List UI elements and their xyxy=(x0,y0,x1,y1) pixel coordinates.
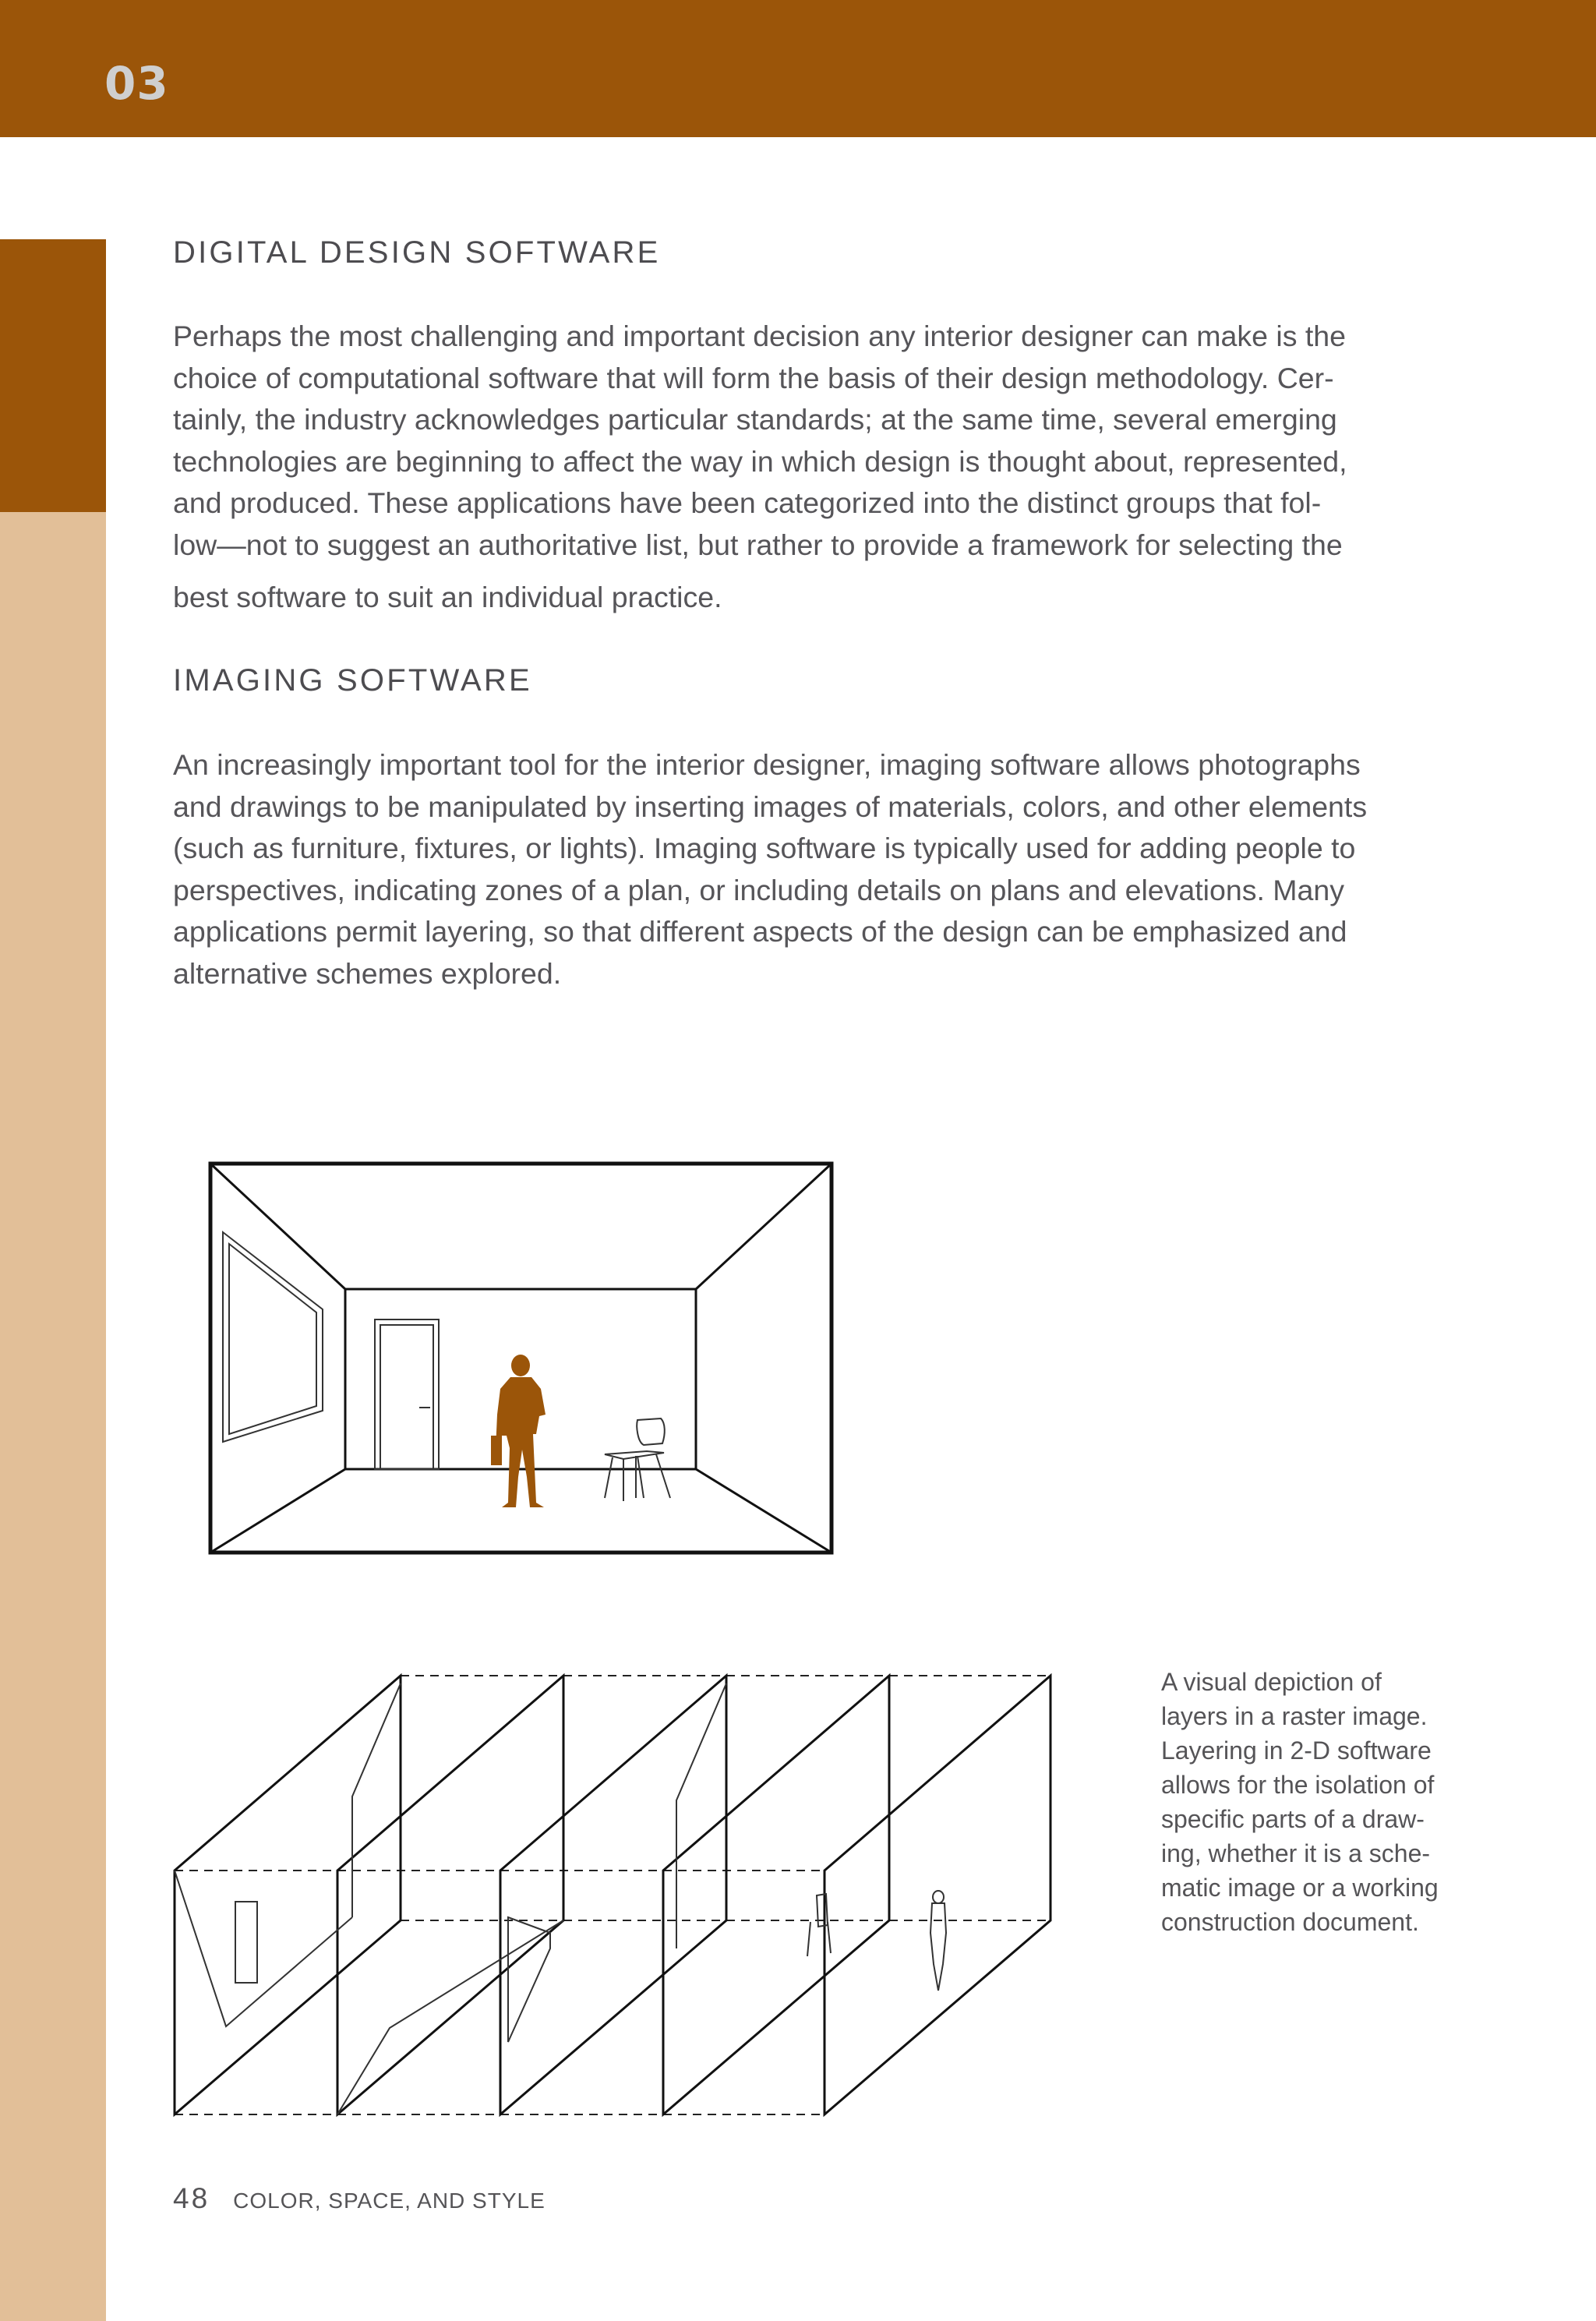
page-footer xyxy=(173,2184,546,2213)
chapter-number: 03 xyxy=(104,57,169,110)
text-line: An increasingly important tool for the interior designer, imaging software allows photographs xyxy=(173,748,1361,781)
caption-line: specific parts of a draw- xyxy=(1161,1805,1425,1833)
text-line: choice of computational software that will form the basis of their design methodology. Cer- xyxy=(173,361,1334,394)
person-outline-sketch xyxy=(930,1891,946,1991)
layer-panel xyxy=(175,1676,401,2114)
figure-caption xyxy=(1161,1665,1488,1939)
layer-panel xyxy=(500,1676,726,2114)
text-line: technologies are beginning to affect the way in which design is thought about, represented, xyxy=(173,444,1347,478)
layer-panel xyxy=(824,1676,1050,2114)
caption-line: Layering in 2-D software xyxy=(1161,1736,1432,1765)
caption-line: allows for the isolation of xyxy=(1161,1771,1435,1799)
text-line: low—not to suggest an authoritative list, but rather to provide a framework for selecting the xyxy=(173,528,1343,561)
caption-line: ing, whether it is a sche- xyxy=(1161,1839,1431,1867)
section-heading-imaging: IMAGING SOFTWARE xyxy=(173,663,532,698)
text-line: alternative schemes explored. xyxy=(173,956,562,990)
page-number: 48 xyxy=(173,2182,210,2214)
text-line: tainly, the industry acknowledges particular standards; at the same time, several emerging xyxy=(173,403,1337,436)
section-heading-digital-design: DIGITAL DESIGN SOFTWARE xyxy=(173,235,661,270)
text-line: best software to suit an individual practice. xyxy=(173,581,722,613)
door-sketch xyxy=(235,1902,257,1983)
caption-line: construction document. xyxy=(1161,1908,1419,1936)
text-line: perspectives, indicating zones of a plan, or including details on plans and elevations. Many xyxy=(173,873,1345,906)
text-line: Perhaps the most challenging and important decision any interior designer can make is the xyxy=(173,320,1347,352)
wall-outline-sketch xyxy=(175,1871,352,2026)
running-title: COLOR, SPACE, AND STYLE xyxy=(233,2189,546,2213)
caption-line: layers in a raster image. xyxy=(1161,1702,1428,1730)
wall-outline-sketch xyxy=(676,1683,726,1948)
layer-panel xyxy=(337,1676,563,2114)
text-line: and produced. These applications have been categorized into the distinct groups that fol- xyxy=(173,486,1322,519)
text-line: applications permit layering, so that different aspects of the design can be emphasized and xyxy=(173,915,1347,948)
text-line: (such as furniture, fixtures, or lights). Imaging software is typically used for adding people to xyxy=(173,832,1356,864)
layer-panel xyxy=(663,1676,889,2114)
chair-sketch xyxy=(807,1894,831,1956)
caption-line: A visual depiction of xyxy=(1161,1668,1382,1696)
text-line: and drawings to be manipulated by inserting images of materials, colors, and other elements xyxy=(173,790,1368,823)
caption-line: matic image or a working xyxy=(1161,1874,1439,1902)
wall-outline-sketch xyxy=(352,1683,401,1917)
